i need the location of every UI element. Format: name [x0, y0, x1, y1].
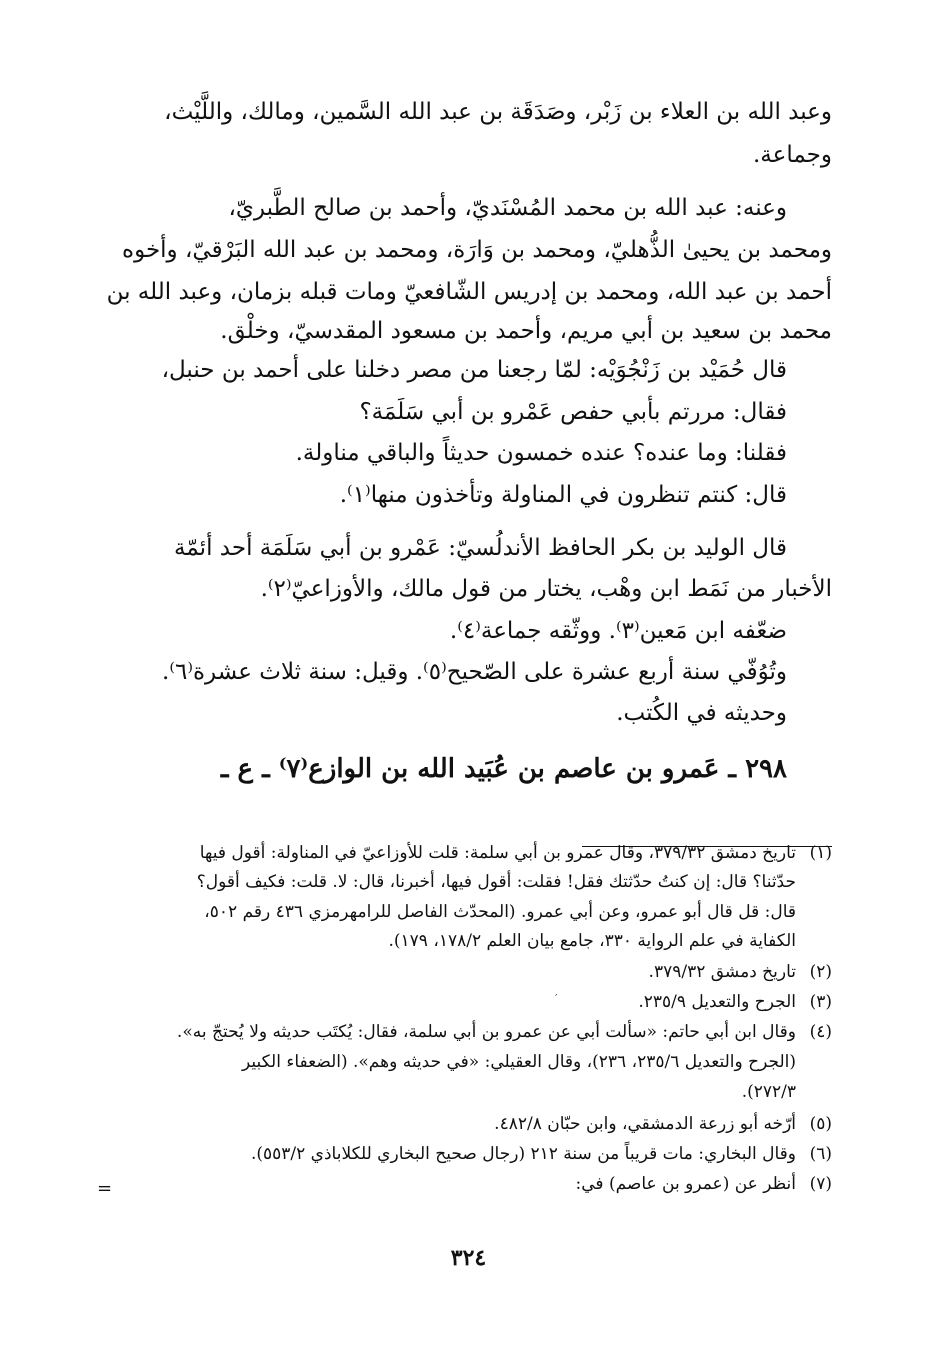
footnote-line: [102, 1172, 832, 1196]
body-line: قال الوليد بن بكر الحافظ الأندلُسيّ: عَمْرو بن أبي سَلَمَة أحد أئمّة: [174, 535, 787, 561]
body-line: قال: كنتم تنظرون في المناولة وتأخذون منها⁽١⁾.: [339, 482, 787, 508]
body-line: ومحمد بن يحيىٰ الذُّهليّ، ومحمد بن وَارَة، ومحمد بن عبد الله البَرْقيّ، وأخوه: [122, 237, 832, 263]
footnote-text: أنظر عن (عمرو بن عاصم) في:: [575, 1174, 796, 1194]
continuation-mark: =: [97, 1178, 113, 1199]
body-line: محمد بن سعيد بن أبي مريم، وأحمد بن مسعود المقدسيّ، وخلْق.: [220, 318, 832, 344]
footnote-text: وقال البخاري: مات قريباً من سنة ٢١٢ (رجال صحيح البخاري للكلاباذي ٥٥٣/٢).: [250, 1144, 796, 1164]
footnote-number: (٣): [809, 992, 832, 1012]
print-speck: ′: [555, 992, 558, 1005]
body-line: وتُوُفّي سنة أربع عشرة على الصّحيح⁽٥⁾. وقيل: سنة ثلاث عشرة⁽٦⁾.: [162, 659, 787, 685]
footnote-number: (٤): [809, 1022, 832, 1042]
footnote-line: [102, 841, 832, 865]
body-line: وعنه: عبد الله بن محمد المُسْنَديّ، وأحمد بن صالح الطَّبريّ،: [228, 195, 787, 221]
footnote-number: (٦): [809, 1144, 832, 1164]
footnote-line: [102, 960, 832, 984]
footnote-line: [102, 1142, 832, 1166]
body-line: قال حُمَيْد بن زَنْجُوَيْه: لمّا رجعنا من مصر دخلنا على أحمد بن حنبل،: [161, 357, 787, 383]
footnote-text: تاريخ دمشق ٣٧٩/٣٢، وقال عمرو بن أبي سلمة: قلت للأوزاعيّ في المناولة: أقول فيها: [199, 843, 796, 863]
footnote-number: (٥): [809, 1114, 832, 1134]
entry-heading: ٢٩٨ ـ عَمرو بن عاصم بن عُبَيد الله بن الوازع⁽٧⁾ ـ ع ـ: [220, 754, 787, 784]
footnote-number: (١): [809, 843, 832, 863]
body-line: وعبد الله بن العلاء بن زَبْر، وصَدَقَة بن عبد الله السَّمين، ومالك، واللَّيْث،: [164, 99, 832, 125]
footnote-number: (٢): [809, 962, 832, 982]
footnote-line: [102, 1020, 832, 1044]
page-number: ٣٢٤: [450, 1245, 487, 1271]
footnote-text: أرّخه أبو زرعة الدمشقي، وابن حبّان ٤٨٢/٨.: [494, 1114, 796, 1134]
footnote-number: (٧): [809, 1174, 832, 1194]
body-line: الأخبار من نَمَط ابن وهْب، يختار من قول مالك، والأوزاعيّ⁽٢⁾.: [260, 576, 832, 602]
footnote-line: (الجرح والتعديل ٢٣٥/٦، ٢٣٦)، وقال العقيلي: «في حديثه وهم». (الضعفاء الكبير: [242, 1052, 796, 1072]
body-line: وجماعة.: [753, 142, 832, 168]
footnote-line: [102, 990, 832, 1014]
body-line: وحديثه في الكُتب.: [616, 700, 787, 726]
footnote-line: [102, 1112, 832, 1136]
footnote-text: تاريخ دمشق ٣٧٩/٣٢.: [648, 962, 796, 982]
footnote-text: الجرح والتعديل ٢٣٥/٩.: [638, 992, 796, 1012]
footnote-line: حدّثنا؟ قال: إن كنتُ حدّثتك فقل! فقلت: أقول فيها، أخبرنا، قال: لا. قلت: فكيف أقول؟: [196, 872, 796, 892]
footnote-line: ٢٧٢/٣).: [741, 1082, 796, 1102]
footnote-text: وقال ابن أبي حاتم: «سألت أبي عن عمرو بن أبي سلمة، فقال: يُكتَب حديثه ولا يُحتجّ به».: [176, 1022, 796, 1042]
body-line: فقلنا: وما عنده؟ عنده خمسون حديثاً والباقي مناولة.: [295, 440, 787, 466]
footnote-line: قال: قل قال أبو عمرو، وعن أبي عمرو. (المحدّث الفاصل للرامهرمزي ٤٣٦ رقم ٥٠٢،: [204, 902, 796, 922]
body-line: أحمد بن عبد الله، ومحمد بن إدريس الشّافعيّ ومات قبله بزمان، وعبد الله بن: [106, 279, 832, 305]
footnote-line: الكفاية في علم الرواية ٣٣٠، جامع بيان العلم ١٧٨/٢، ١٧٩).: [388, 931, 796, 951]
body-line: فقال: مررتم بأبي حفص عَمْرو بن أبي سَلَمَة؟: [359, 399, 787, 425]
body-line: ضعّفه ابن مَعين⁽٣⁾. ووثّقه جماعة⁽٤⁾.: [449, 618, 787, 644]
